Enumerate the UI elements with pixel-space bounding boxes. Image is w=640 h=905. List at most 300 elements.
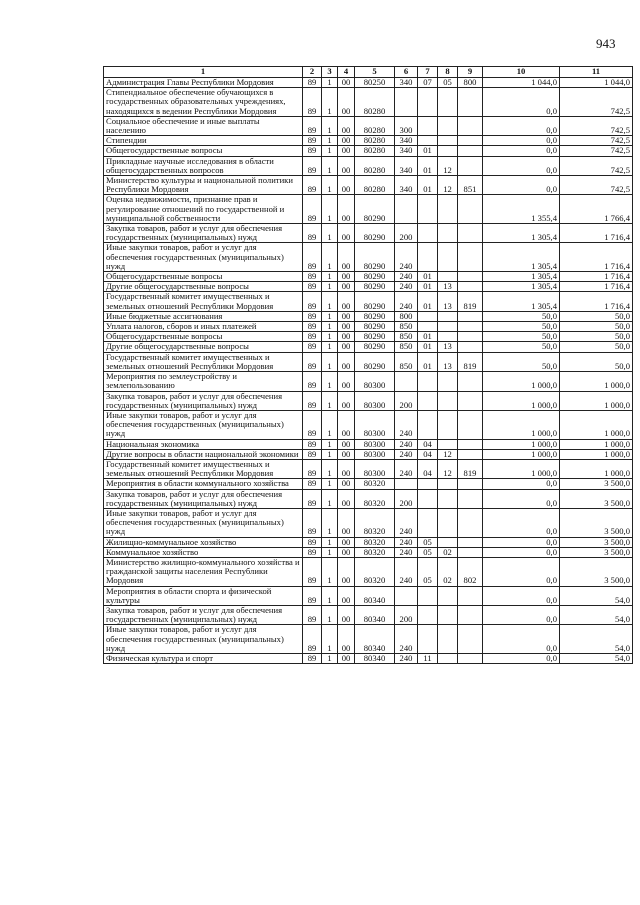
table-row: [104, 311, 633, 321]
row-cell-col-4: 00: [338, 653, 355, 663]
row-cell-col-8: [438, 586, 458, 605]
row-cell-col-7: [418, 311, 438, 321]
row-cell-col-5: 80320: [355, 547, 395, 557]
row-cell-col-8: [438, 116, 458, 135]
row-cell-col-4: 00: [338, 605, 355, 624]
row-cell-col-2: 89: [303, 449, 322, 459]
table-row: [104, 459, 633, 478]
row-name-cell: Закупка товаров, работ и услуг для обеспечения государственных (муниципальных) нужд: [104, 605, 303, 624]
row-cell-col-5: 80280: [355, 156, 395, 175]
row-cell-col-4: 00: [338, 547, 355, 557]
row-cell-col-9: [458, 311, 483, 321]
row-cell-col-11: 1 044,0: [560, 78, 633, 88]
row-cell-col-2: 89: [303, 224, 322, 243]
row-cell-col-5: 80320: [355, 508, 395, 537]
table-row: [104, 410, 633, 439]
row-cell-col-8: 13: [438, 342, 458, 352]
row-cell-col-11: 1 716,4: [560, 243, 633, 272]
row-cell-col-10: 0,0: [483, 508, 560, 537]
row-cell-col-5: 80300: [355, 391, 395, 410]
row-cell-col-10: 0,0: [483, 557, 560, 586]
row-cell-col-11: 3 500,0: [560, 508, 633, 537]
row-cell-col-3: 1: [322, 272, 338, 282]
row-cell-col-11: 1 716,4: [560, 282, 633, 292]
row-cell-col-2: 89: [303, 176, 322, 195]
row-cell-col-2: 89: [303, 292, 322, 311]
row-cell-col-8: [438, 195, 458, 224]
row-name-cell: Государственный комитет имущественных и земельных отношений Республики Мордовия: [104, 459, 303, 478]
row-cell-col-6: 240: [395, 557, 418, 586]
row-cell-col-4: 00: [338, 352, 355, 371]
row-cell-col-2: 89: [303, 116, 322, 135]
row-cell-col-9: [458, 272, 483, 282]
table-row: [104, 479, 633, 489]
row-cell-col-8: [438, 322, 458, 332]
row-cell-col-3: 1: [322, 116, 338, 135]
row-name-cell: Закупка товаров, работ и услуг для обеспечения государственных (муниципальных) нужд: [104, 489, 303, 508]
row-cell-col-5: 80280: [355, 116, 395, 135]
row-cell-col-3: 1: [322, 292, 338, 311]
row-cell-col-4: 00: [338, 586, 355, 605]
row-cell-col-3: 1: [322, 439, 338, 449]
row-cell-col-7: 01: [418, 272, 438, 282]
column-header: 2: [303, 67, 322, 78]
column-header: 8: [438, 67, 458, 78]
row-cell-col-6: 240: [395, 243, 418, 272]
row-cell-col-7: [418, 625, 438, 654]
row-name-cell: Мероприятия по землеустройству и землепользованию: [104, 372, 303, 391]
row-cell-col-2: 89: [303, 547, 322, 557]
row-cell-col-9: [458, 391, 483, 410]
row-cell-col-2: 89: [303, 605, 322, 624]
row-cell-col-2: 89: [303, 439, 322, 449]
table-row: [104, 342, 633, 352]
row-cell-col-6: 240: [395, 439, 418, 449]
row-cell-col-2: 89: [303, 322, 322, 332]
row-cell-col-2: 89: [303, 508, 322, 537]
row-cell-col-5: 80320: [355, 537, 395, 547]
row-cell-col-2: 89: [303, 272, 322, 282]
table-row: [104, 322, 633, 332]
row-cell-col-7: 04: [418, 439, 438, 449]
row-cell-col-9: [458, 372, 483, 391]
row-cell-col-6: [395, 479, 418, 489]
row-cell-col-10: 0,0: [483, 146, 560, 156]
row-cell-col-7: 01: [418, 156, 438, 175]
row-cell-col-7: 01: [418, 146, 438, 156]
row-cell-col-8: 12: [438, 449, 458, 459]
row-cell-col-9: [458, 243, 483, 272]
row-cell-col-4: 00: [338, 479, 355, 489]
column-header: 1: [104, 67, 303, 78]
row-cell-col-11: 50,0: [560, 322, 633, 332]
row-cell-col-2: 89: [303, 88, 322, 117]
row-cell-col-3: 1: [322, 311, 338, 321]
row-cell-col-5: 80340: [355, 586, 395, 605]
row-cell-col-11: 1 716,4: [560, 224, 633, 243]
row-name-cell: Министерство культуры и национальной политики Республики Мордовия: [104, 176, 303, 195]
row-cell-col-4: 00: [338, 146, 355, 156]
row-cell-col-9: [458, 195, 483, 224]
table-row: [104, 605, 633, 624]
row-cell-col-5: 80320: [355, 557, 395, 586]
row-cell-col-11: 1 000,0: [560, 372, 633, 391]
row-cell-col-3: 1: [322, 243, 338, 272]
row-cell-col-3: 1: [322, 224, 338, 243]
row-cell-col-6: 340: [395, 78, 418, 88]
row-cell-col-6: 300: [395, 116, 418, 135]
table-row: [104, 372, 633, 391]
row-cell-col-10: 50,0: [483, 332, 560, 342]
row-cell-col-9: 819: [458, 352, 483, 371]
row-cell-col-10: 0,0: [483, 489, 560, 508]
row-name-cell: Иные закупки товаров, работ и услуг для обеспечения государственных (муниципальных) нужд: [104, 508, 303, 537]
row-cell-col-5: 80280: [355, 176, 395, 195]
row-cell-col-4: 00: [338, 342, 355, 352]
row-cell-col-9: 851: [458, 176, 483, 195]
row-cell-col-6: 200: [395, 489, 418, 508]
table-row: [104, 332, 633, 342]
row-cell-col-7: 04: [418, 449, 438, 459]
row-name-cell: Национальная экономика: [104, 439, 303, 449]
row-cell-col-2: 89: [303, 557, 322, 586]
row-cell-col-8: [438, 410, 458, 439]
row-cell-col-6: 200: [395, 391, 418, 410]
row-cell-col-2: 89: [303, 332, 322, 342]
row-cell-col-4: 00: [338, 176, 355, 195]
row-cell-col-6: 240: [395, 459, 418, 478]
row-cell-col-4: 00: [338, 322, 355, 332]
row-cell-col-3: 1: [322, 653, 338, 663]
row-cell-col-5: 80250: [355, 78, 395, 88]
row-cell-col-3: 1: [322, 372, 338, 391]
row-cell-col-7: 01: [418, 292, 438, 311]
row-cell-col-11: 50,0: [560, 352, 633, 371]
row-cell-col-11: 50,0: [560, 332, 633, 342]
row-cell-col-4: 00: [338, 449, 355, 459]
row-cell-col-3: 1: [322, 410, 338, 439]
row-cell-col-8: 05: [438, 78, 458, 88]
row-cell-col-8: [438, 625, 458, 654]
row-cell-col-3: 1: [322, 352, 338, 371]
row-cell-col-5: 80290: [355, 292, 395, 311]
row-cell-col-11: 3 500,0: [560, 489, 633, 508]
row-cell-col-10: 0,0: [483, 116, 560, 135]
row-cell-col-8: [438, 224, 458, 243]
row-cell-col-9: [458, 282, 483, 292]
row-cell-col-6: [395, 372, 418, 391]
row-cell-col-3: 1: [322, 282, 338, 292]
table-row: [104, 243, 633, 272]
row-cell-col-2: 89: [303, 243, 322, 272]
row-cell-col-9: [458, 605, 483, 624]
row-cell-col-11: 1 766,4: [560, 195, 633, 224]
table-row: [104, 282, 633, 292]
row-cell-col-4: 00: [338, 272, 355, 282]
row-cell-col-5: 80340: [355, 653, 395, 663]
row-cell-col-3: 1: [322, 146, 338, 156]
row-cell-col-3: 1: [322, 342, 338, 352]
row-cell-col-9: [458, 116, 483, 135]
row-cell-col-2: 89: [303, 78, 322, 88]
row-cell-col-3: 1: [322, 391, 338, 410]
table-body: [104, 78, 633, 664]
row-cell-col-5: 80300: [355, 410, 395, 439]
row-cell-col-10: 0,0: [483, 156, 560, 175]
row-cell-col-3: 1: [322, 176, 338, 195]
row-cell-col-10: 1 000,0: [483, 439, 560, 449]
row-cell-col-9: [458, 449, 483, 459]
row-cell-col-10: 50,0: [483, 311, 560, 321]
row-cell-col-3: 1: [322, 136, 338, 146]
row-cell-col-8: [438, 439, 458, 449]
row-cell-col-3: 1: [322, 78, 338, 88]
row-cell-col-9: 819: [458, 292, 483, 311]
table-row: [104, 136, 633, 146]
row-cell-col-10: 1 000,0: [483, 449, 560, 459]
row-name-cell: Министерство жилищно-коммунального хозяйства и гражданской защиты населения Республики Мордовия: [104, 557, 303, 586]
row-cell-col-5: 80320: [355, 489, 395, 508]
row-cell-col-4: 00: [338, 243, 355, 272]
row-cell-col-11: 54,0: [560, 625, 633, 654]
row-name-cell: Социальное обеспечение и иные выплаты населению: [104, 116, 303, 135]
row-cell-col-11: 742,5: [560, 116, 633, 135]
table-row: [104, 489, 633, 508]
table-row: [104, 391, 633, 410]
row-cell-col-6: 240: [395, 272, 418, 282]
row-cell-col-8: 12: [438, 176, 458, 195]
row-cell-col-9: [458, 136, 483, 146]
row-cell-col-7: [418, 605, 438, 624]
row-cell-col-9: [458, 332, 483, 342]
row-cell-col-8: [438, 332, 458, 342]
row-cell-col-2: 89: [303, 311, 322, 321]
row-cell-col-9: [458, 508, 483, 537]
row-cell-col-11: 3 500,0: [560, 547, 633, 557]
row-cell-col-3: 1: [322, 195, 338, 224]
row-cell-col-4: 00: [338, 311, 355, 321]
row-cell-col-8: [438, 653, 458, 663]
row-cell-col-7: 01: [418, 332, 438, 342]
row-cell-col-10: 1 305,4: [483, 272, 560, 282]
row-name-cell: Общегосударственные вопросы: [104, 146, 303, 156]
row-cell-col-7: 11: [418, 653, 438, 663]
row-cell-col-10: 0,0: [483, 547, 560, 557]
row-cell-col-5: 80290: [355, 311, 395, 321]
row-name-cell: Прикладные научные исследования в области общегосударственных вопросов: [104, 156, 303, 175]
table-row: [104, 352, 633, 371]
row-cell-col-5: 80290: [355, 352, 395, 371]
row-cell-col-9: 800: [458, 78, 483, 88]
row-cell-col-4: 00: [338, 557, 355, 586]
row-name-cell: Мероприятия в области спорта и физической культуры: [104, 586, 303, 605]
table-row: [104, 224, 633, 243]
row-cell-col-3: 1: [322, 489, 338, 508]
table-row: [104, 272, 633, 282]
row-cell-col-4: 00: [338, 391, 355, 410]
row-cell-col-6: 850: [395, 322, 418, 332]
row-cell-col-10: 1 305,4: [483, 282, 560, 292]
row-cell-col-6: [395, 586, 418, 605]
row-cell-col-9: [458, 586, 483, 605]
row-cell-col-8: [438, 537, 458, 547]
row-cell-col-10: 0,0: [483, 653, 560, 663]
row-name-cell: Государственный комитет имущественных и земельных отношений Республики Мордовия: [104, 292, 303, 311]
row-cell-col-10: 1 305,4: [483, 292, 560, 311]
row-name-cell: Уплата налогов, сборов и иных платежей: [104, 322, 303, 332]
row-cell-col-11: 54,0: [560, 586, 633, 605]
row-cell-col-8: 12: [438, 156, 458, 175]
row-cell-col-6: 240: [395, 547, 418, 557]
row-name-cell: Иные бюджетные ассигнования: [104, 311, 303, 321]
row-cell-col-4: 00: [338, 224, 355, 243]
row-cell-col-11: 3 500,0: [560, 557, 633, 586]
row-cell-col-11: 3 500,0: [560, 479, 633, 489]
row-cell-col-6: 240: [395, 449, 418, 459]
row-cell-col-7: [418, 508, 438, 537]
table-row: [104, 156, 633, 175]
row-cell-col-5: 80290: [355, 272, 395, 282]
row-cell-col-7: 05: [418, 537, 438, 547]
row-cell-col-8: [438, 479, 458, 489]
page-number: 943: [596, 36, 616, 51]
row-cell-col-8: [438, 88, 458, 117]
row-cell-col-4: 00: [338, 459, 355, 478]
row-cell-col-10: 50,0: [483, 352, 560, 371]
row-cell-col-2: 89: [303, 372, 322, 391]
row-cell-col-2: 89: [303, 489, 322, 508]
row-cell-col-10: 1 044,0: [483, 78, 560, 88]
row-cell-col-6: 850: [395, 332, 418, 342]
row-cell-col-3: 1: [322, 332, 338, 342]
row-cell-col-4: 00: [338, 489, 355, 508]
row-cell-col-3: 1: [322, 586, 338, 605]
row-cell-col-2: 89: [303, 195, 322, 224]
row-cell-col-9: [458, 479, 483, 489]
row-cell-col-6: 340: [395, 136, 418, 146]
row-name-cell: Иные закупки товаров, работ и услуг для обеспечения государственных (муниципальных) нужд: [104, 625, 303, 654]
table-row: [104, 176, 633, 195]
table-row: [104, 78, 633, 88]
row-cell-col-7: [418, 116, 438, 135]
table-row: [104, 547, 633, 557]
row-cell-col-7: 01: [418, 352, 438, 371]
row-cell-col-11: 742,5: [560, 176, 633, 195]
column-header: 7: [418, 67, 438, 78]
row-cell-col-8: [438, 489, 458, 508]
row-cell-col-5: 80300: [355, 459, 395, 478]
row-cell-col-6: 240: [395, 625, 418, 654]
row-cell-col-10: 1 000,0: [483, 459, 560, 478]
table-row: [104, 586, 633, 605]
row-cell-col-4: 00: [338, 625, 355, 654]
row-cell-col-5: 80290: [355, 195, 395, 224]
row-cell-col-8: [438, 508, 458, 537]
row-cell-col-2: 89: [303, 479, 322, 489]
row-cell-col-10: 0,0: [483, 88, 560, 117]
row-cell-col-4: 00: [338, 292, 355, 311]
row-cell-col-10: 0,0: [483, 586, 560, 605]
table-row: [104, 653, 633, 663]
row-cell-col-3: 1: [322, 156, 338, 175]
row-cell-col-10: 0,0: [483, 176, 560, 195]
row-name-cell: Коммунальное хозяйство: [104, 547, 303, 557]
row-cell-col-11: 54,0: [560, 653, 633, 663]
row-cell-col-7: 05: [418, 547, 438, 557]
row-cell-col-11: 1 716,4: [560, 272, 633, 282]
row-cell-col-5: 80300: [355, 372, 395, 391]
row-cell-col-9: [458, 410, 483, 439]
column-header: 5: [355, 67, 395, 78]
row-name-cell: Оценка недвижимости, признание прав и регулирование отношений по государственной и муниципальной собственности: [104, 195, 303, 224]
row-cell-col-2: 89: [303, 653, 322, 663]
row-cell-col-2: 89: [303, 459, 322, 478]
row-name-cell: Общегосударственные вопросы: [104, 332, 303, 342]
row-cell-col-6: [395, 88, 418, 117]
row-cell-col-4: 00: [338, 136, 355, 146]
row-cell-col-2: 89: [303, 156, 322, 175]
row-cell-col-8: [438, 372, 458, 391]
row-cell-col-3: 1: [322, 625, 338, 654]
row-cell-col-11: 742,5: [560, 136, 633, 146]
row-cell-col-10: 0,0: [483, 136, 560, 146]
row-cell-col-4: 00: [338, 537, 355, 547]
row-cell-col-5: 80340: [355, 625, 395, 654]
row-cell-col-2: 89: [303, 342, 322, 352]
row-cell-col-7: 04: [418, 459, 438, 478]
row-cell-col-8: [438, 146, 458, 156]
row-name-cell: Стипендии: [104, 136, 303, 146]
table-row: [104, 508, 633, 537]
row-cell-col-5: 80290: [355, 243, 395, 272]
row-cell-col-11: 742,5: [560, 146, 633, 156]
row-cell-col-10: 0,0: [483, 537, 560, 547]
row-cell-col-3: 1: [322, 322, 338, 332]
row-cell-col-3: 1: [322, 557, 338, 586]
column-header: 9: [458, 67, 483, 78]
row-cell-col-3: 1: [322, 459, 338, 478]
row-name-cell: Закупка товаров, работ и услуг для обеспечения государственных (муниципальных) нужд: [104, 391, 303, 410]
row-cell-col-5: 80300: [355, 449, 395, 459]
row-cell-col-3: 1: [322, 479, 338, 489]
row-cell-col-3: 1: [322, 449, 338, 459]
row-cell-col-3: 1: [322, 547, 338, 557]
row-cell-col-9: 802: [458, 557, 483, 586]
table-row: [104, 116, 633, 135]
row-cell-col-8: [438, 311, 458, 321]
row-cell-col-7: [418, 586, 438, 605]
table-row: [104, 439, 633, 449]
table-header-row: [104, 67, 633, 78]
row-cell-col-9: [458, 88, 483, 117]
row-cell-col-6: 240: [395, 508, 418, 537]
row-cell-col-8: 13: [438, 282, 458, 292]
row-cell-col-10: 1 355,4: [483, 195, 560, 224]
row-cell-col-9: [458, 625, 483, 654]
row-cell-col-4: 00: [338, 372, 355, 391]
row-name-cell: Физическая культура и спорт: [104, 653, 303, 663]
row-cell-col-4: 00: [338, 156, 355, 175]
row-cell-col-9: [458, 537, 483, 547]
row-cell-col-6: 240: [395, 537, 418, 547]
row-cell-col-7: 07: [418, 78, 438, 88]
row-cell-col-5: 80320: [355, 479, 395, 489]
row-cell-col-4: 00: [338, 116, 355, 135]
row-name-cell: Иные закупки товаров, работ и услуг для обеспечения государственных (муниципальных) нужд: [104, 243, 303, 272]
row-cell-col-7: [418, 195, 438, 224]
row-cell-col-10: 1 305,4: [483, 243, 560, 272]
row-cell-col-5: 80290: [355, 332, 395, 342]
